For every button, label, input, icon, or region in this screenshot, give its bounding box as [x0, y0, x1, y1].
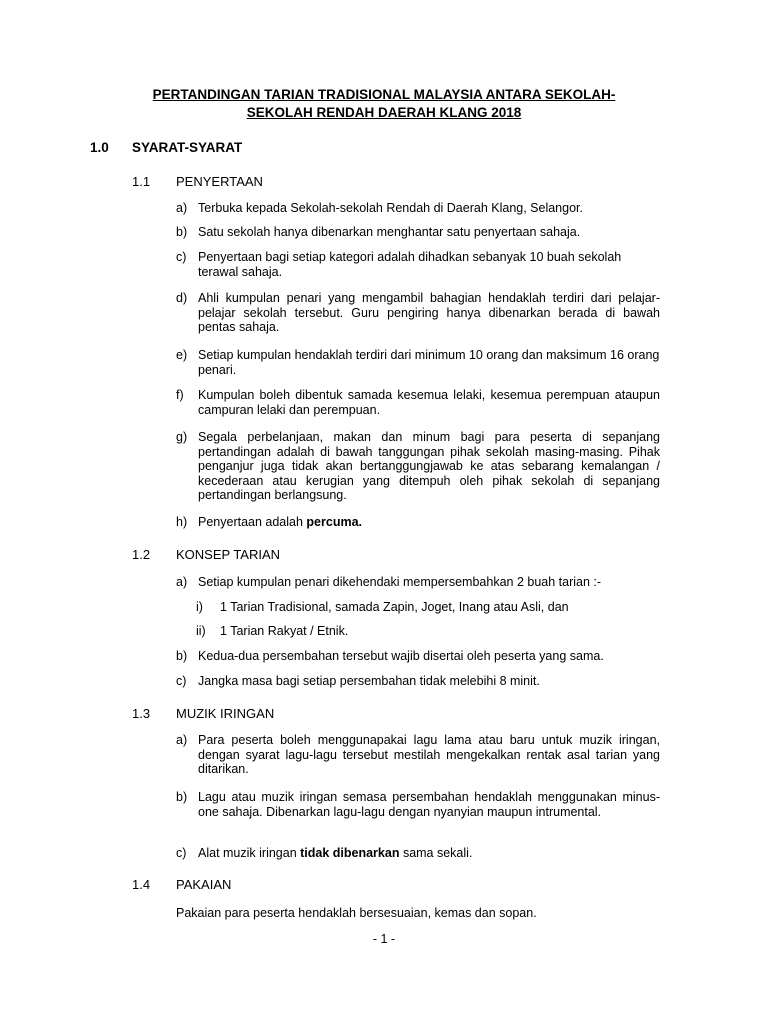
item-label: a): [176, 733, 188, 747]
sub-item-text: 1 Tarian Rakyat / Etnik.: [220, 624, 349, 638]
list-item: [176, 790, 660, 819]
list-item: [176, 250, 660, 279]
subsection-3-title: MUZIK IRINGAN: [176, 706, 275, 721]
sub-list-item: [196, 624, 656, 639]
item-text: Ahli kumpulan penari yang mengambil bahagian hendaklah terdiri dari pelajar-pelajar sekolah tersebut. Guru pengiring hanya dibenarkan berada di bawah pentas sahaja.: [198, 291, 660, 334]
title-line-1: PERTANDINGAN TARIAN TRADISIONAL MALAYSIA ANTARA SEKOLAH-: [152, 87, 616, 102]
list-item: [176, 515, 660, 530]
item-text-bold: percuma.: [306, 515, 363, 529]
paragraph: Pakaian para peserta hendaklah bersesuaian, kemas dan sopan.: [176, 906, 537, 920]
list-item: [176, 201, 660, 216]
item-label: d): [176, 291, 188, 305]
item-text-normal: sama sekali.: [399, 846, 473, 860]
item-label: c): [176, 846, 187, 860]
list-item: [176, 291, 660, 335]
item-text-normal: Alat muzik iringan: [198, 846, 301, 860]
list-item: [176, 733, 660, 777]
item-text: [198, 515, 660, 530]
list-item: [176, 388, 660, 417]
item-label: h): [176, 515, 188, 529]
title-line-2: SEKOLAH RENDAH DAERAH KLANG 2018: [246, 105, 522, 120]
subsection-1-title: PENYERTAAN: [176, 174, 263, 189]
item-label: g): [176, 430, 188, 444]
list-item: [176, 575, 660, 590]
subsection-1-number: 1.1: [132, 174, 151, 189]
sub-item-label: i): [196, 600, 203, 614]
document-title: [90, 86, 678, 122]
item-text: Terbuka kepada Sekolah-sekolah Rendah di Daerah Klang, Selangor.: [198, 201, 583, 215]
sub-item-label: ii): [196, 624, 206, 638]
item-label: b): [176, 790, 188, 804]
subsection-2-title: KONSEP TARIAN: [176, 547, 281, 562]
subsection-4-number: 1.4: [132, 877, 151, 892]
list-item: [176, 846, 660, 861]
sub-list-item: [196, 600, 656, 615]
item-text: Penyertaan bagi setiap kategori adalah dihadkan sebanyak 10 buah sekolah terawal sahaja.: [198, 250, 622, 279]
item-text: Setiap kumpulan penari dikehendaki mempersembahkan 2 buah tarian :-: [198, 575, 602, 589]
item-label: c): [176, 250, 187, 264]
subsection-2-number: 1.2: [132, 547, 151, 562]
item-text: Segala perbelanjaan, makan dan minum bagi para peserta di sepanjang pertandingan adalah di bawah tanggungan pihak sekolah masing-masing. Pihak penganjur juga tidak akan bertanggungjawab ke atas sebarang kemalangan / kecederaan atau kerugian yang ditempuh oleh pihak sekolah di sepanjang pertandingan berlangsung.: [198, 430, 660, 502]
page-number: - 1 -: [372, 932, 396, 946]
item-text: Lagu atau muzik iringan semasa persembahan hendaklah menggunakan minus-one sahaja. Dibenarkan lagu-lagu dengan nyanyian maupun intrumental.: [198, 790, 660, 819]
item-text: Kedua-dua persembahan tersebut wajib disertai oleh peserta yang sama.: [198, 649, 604, 663]
item-label: e): [176, 348, 188, 362]
item-text: Setiap kumpulan hendaklah terdiri dari minimum 10 orang dan maksimum 16 orang penari.: [198, 348, 660, 377]
item-text: Satu sekolah hanya dibenarkan menghantar satu penyertaan sahaja.: [198, 225, 581, 239]
item-label: a): [176, 201, 188, 215]
list-item: [176, 674, 660, 689]
sub-item-text: 1 Tarian Tradisional, samada Zapin, Joget, Inang atau Asli, dan: [220, 600, 569, 614]
list-item: [176, 430, 660, 503]
list-item: [176, 348, 660, 377]
item-text: Kumpulan boleh dibentuk samada kesemua lelaki, kesemua perempuan ataupun campuran lelaki dan perempuan.: [198, 388, 660, 417]
subsection-3-number: 1.3: [132, 706, 151, 721]
item-label: a): [176, 575, 188, 589]
item-text: Jangka masa bagi setiap persembahan tidak melebihi 8 minit.: [198, 674, 540, 688]
item-label: b): [176, 649, 188, 663]
item-label: c): [176, 674, 187, 688]
item-text-normal: Penyertaan adalah: [198, 515, 307, 529]
section-title: SYARAT-SYARAT: [132, 140, 243, 155]
item-text: Para peserta boleh menggunapakai lagu lama atau baru untuk muzik iringan, dengan syarat lagu-lagu tersebut mestilah mengekalkan rentak asal tarian yang ditarikan.: [198, 733, 660, 776]
list-item: [176, 649, 660, 664]
list-item: [176, 225, 660, 240]
subsection-4-title: PAKAIAN: [176, 877, 232, 892]
item-label: f): [176, 388, 184, 402]
section-number: 1.0: [90, 140, 109, 155]
item-label: b): [176, 225, 188, 239]
item-text: [198, 846, 660, 861]
item-text-bold: tidak dibenarkan: [300, 846, 400, 860]
